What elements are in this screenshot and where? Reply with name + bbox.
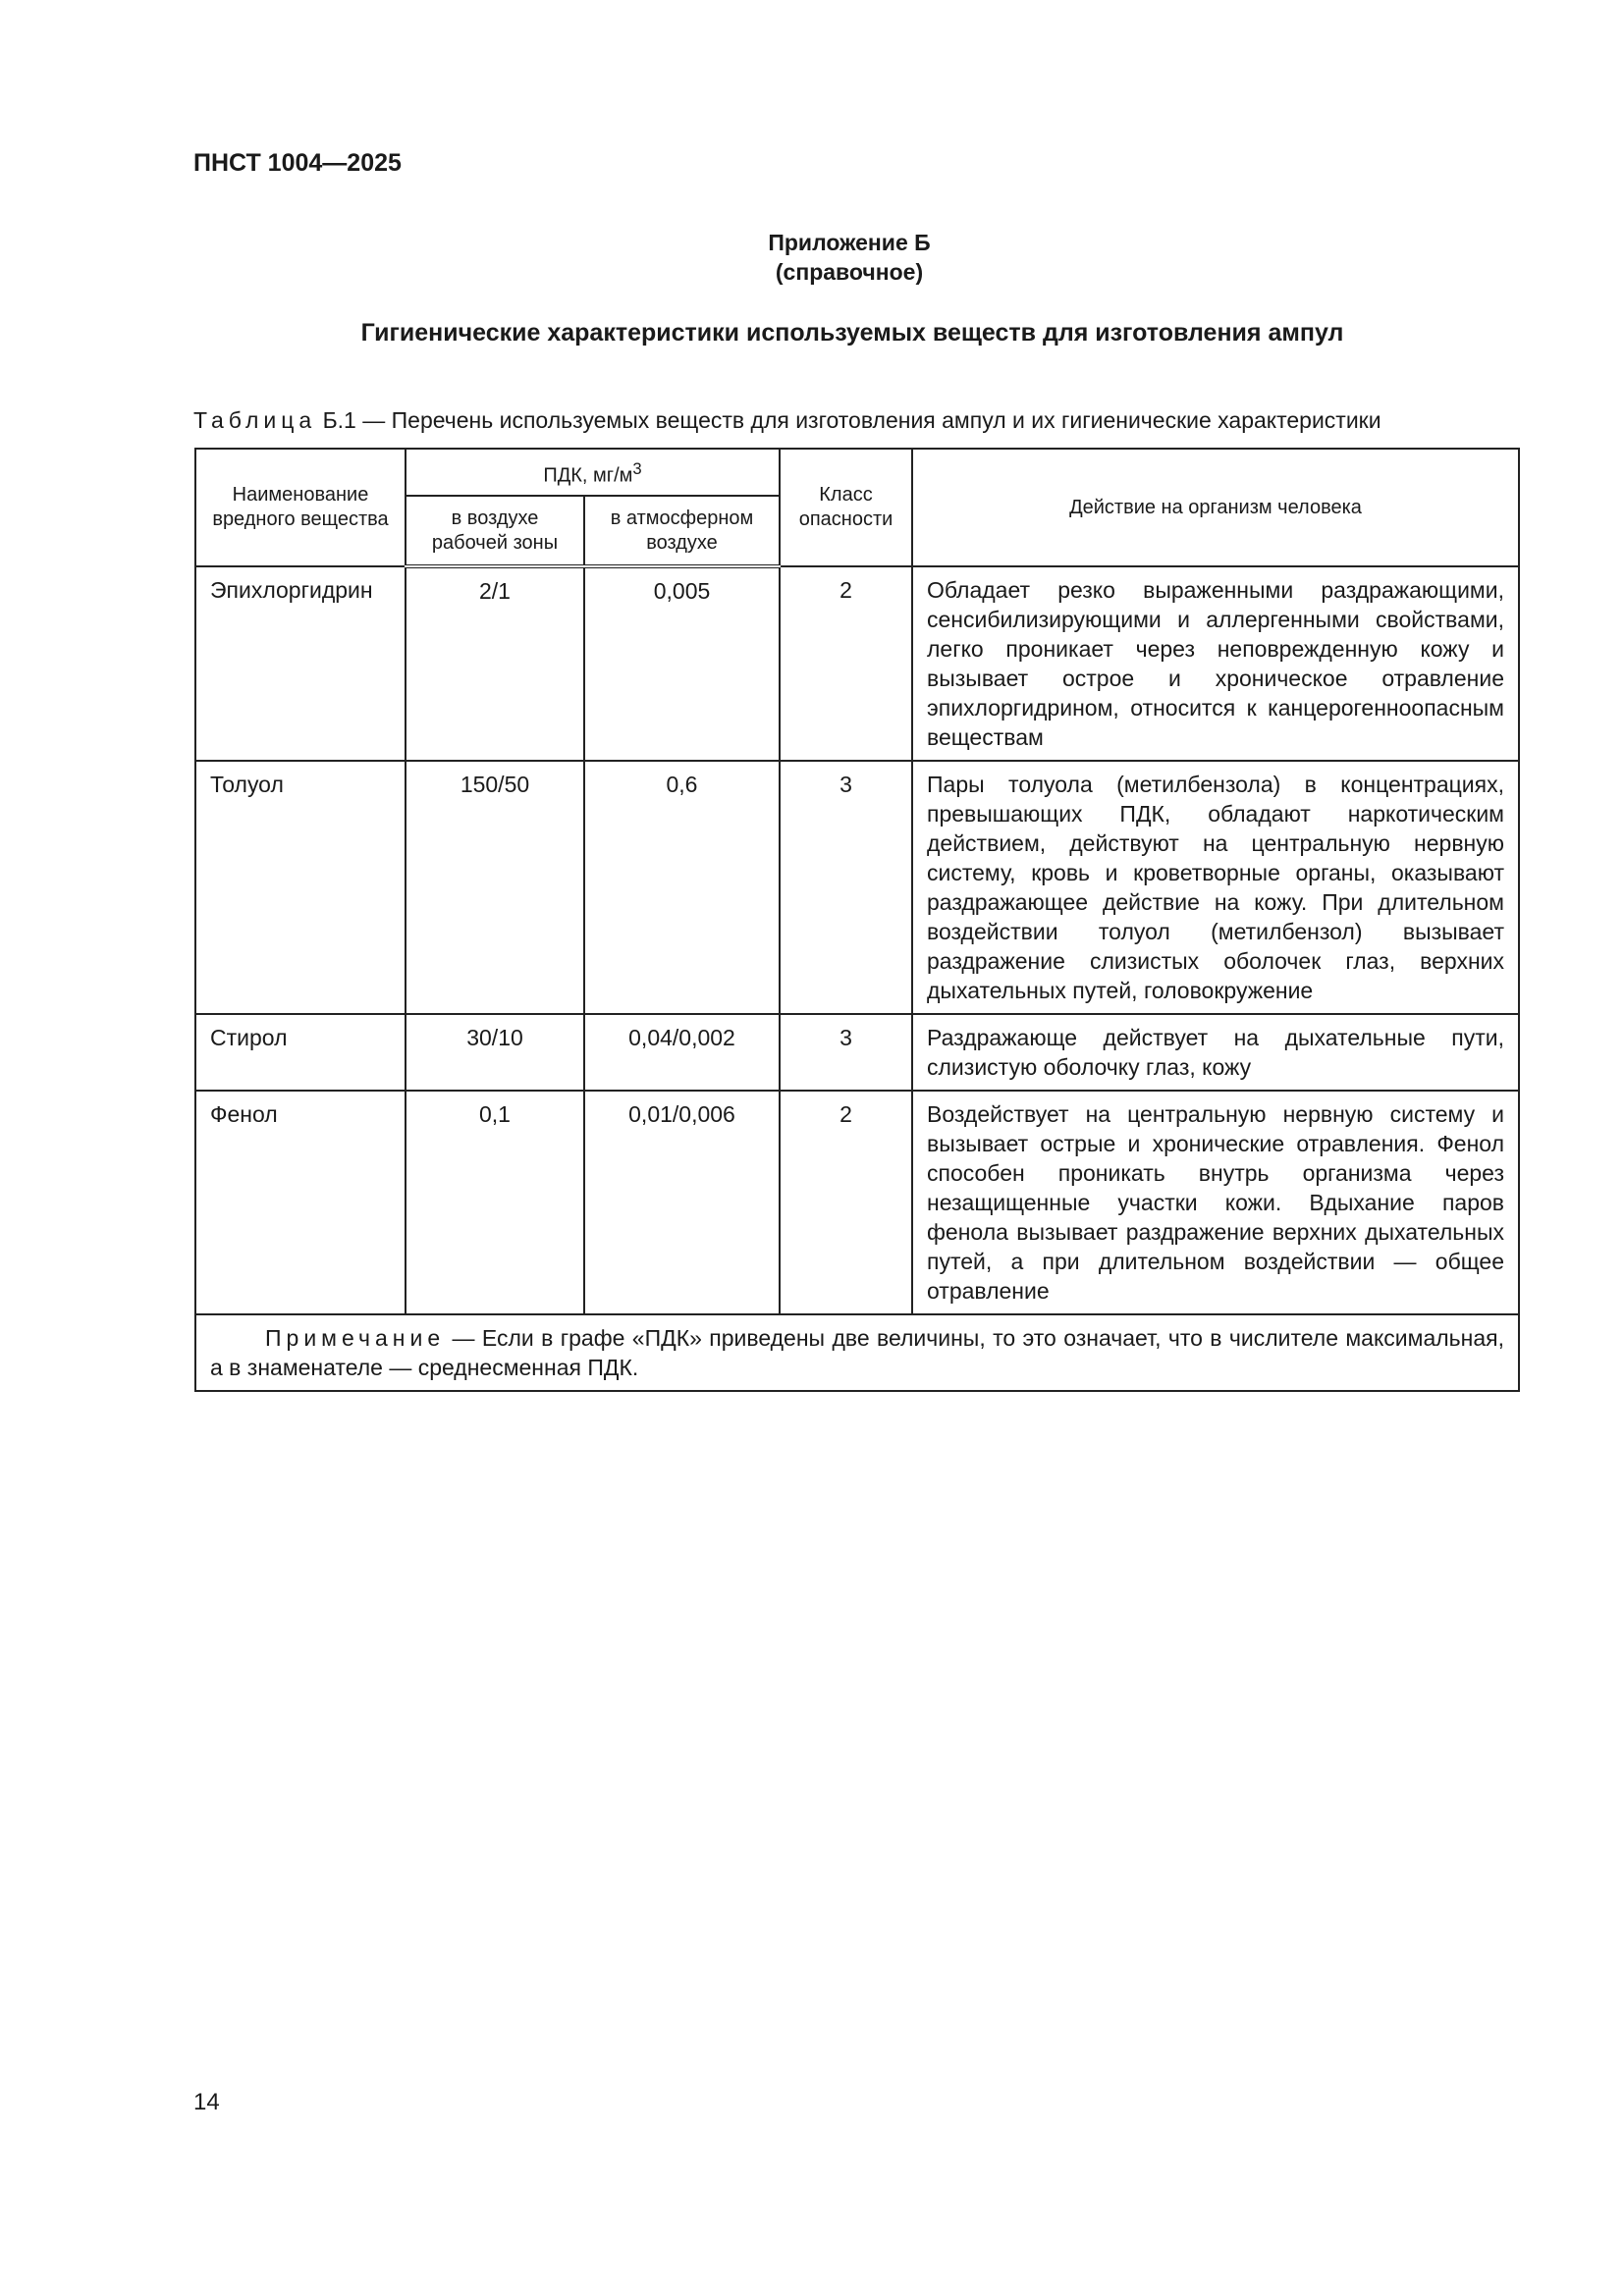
table-row: [195, 1091, 1519, 1314]
page-number: 14: [193, 2089, 220, 2115]
cell-atmosphere: 0,04/0,002: [584, 1014, 780, 1091]
cell-atmosphere: 0,005: [584, 566, 780, 761]
header-substance-name: Наименование вредного вещества: [195, 449, 406, 566]
note-text: — Если в графе «ПДК» приведены две величины, то это означает, что в числителе максимальная, а в знаменателе — среднесменная ПДК.: [210, 1325, 1504, 1380]
table-caption: [193, 407, 1381, 434]
header-pdk: [406, 449, 780, 496]
header-workzone: в воздухе рабочей зоны: [406, 496, 584, 566]
cell-effect: Раздражающе действует на дыхательные пути, слизистую оболочку глаз, кожу: [912, 1014, 1519, 1091]
cell-substance: Толуол: [195, 761, 406, 1014]
appendix-title: Приложение Б: [768, 230, 931, 255]
table-row: [195, 566, 1519, 761]
table-caption-prefix: Таблица: [193, 407, 317, 433]
cell-hazard: 3: [780, 761, 912, 1014]
cell-atmosphere: 0,01/0,006: [584, 1091, 780, 1314]
document-id: ПНСТ 1004—2025: [193, 149, 402, 177]
cell-workzone: 150/50: [406, 761, 584, 1014]
header-effect: Действие на организм человека: [912, 449, 1519, 566]
cell-workzone: 0,1: [406, 1091, 584, 1314]
table-row: [195, 761, 1519, 1014]
cell-effect: Пары толуола (метилбензола) в концентрациях, превышающих ПДК, обладают наркотическим действием, действуют на центральную нервную систему, кровь и кроветворные органы, оказывают раздражающее действие на кожу. При длительном воздействии толуол (метилбензол) вызывает раздражение слизистых оболочек глаз, верхних дыхательных путей, головокружение: [912, 761, 1519, 1014]
cell-hazard: 3: [780, 1014, 912, 1091]
header-pdk-label: ПДК, мг/м: [543, 464, 633, 487]
appendix-block: [0, 228, 1624, 287]
cell-workzone: 30/10: [406, 1014, 584, 1091]
table-note-row: [195, 1314, 1519, 1391]
header-hazard-class: Класс опасности: [780, 449, 912, 566]
cell-atmosphere: 0,6: [584, 761, 780, 1014]
cell-hazard: 2: [780, 566, 912, 761]
cell-workzone: 2/1: [406, 566, 584, 761]
table-caption-text: Б.1 — Перечень используемых веществ для изготовления ампул и их гигиенические характеристики: [322, 407, 1381, 433]
appendix-subtitle: (справочное): [775, 259, 924, 285]
cell-hazard: 2: [780, 1091, 912, 1314]
cell-substance: Стирол: [195, 1014, 406, 1091]
cell-effect: Воздействует на центральную нервную систему и вызывает острые и хронические отравления. Фенол способен проникать внутрь организма через незащищенные участки кожи. Вдыхание паров фенола вызывает раздражение верхних дыхательных путей, а при длительном воздействии — общее отравление: [912, 1091, 1519, 1314]
cell-substance: Фенол: [195, 1091, 406, 1314]
cell-substance: Эпихлоргидрин: [195, 566, 406, 761]
table-note: [195, 1314, 1519, 1391]
table-row: [195, 1014, 1519, 1091]
cell-effect: Обладает резко выраженными раздражающими, сенсибилизирующими и аллергенными свойствами, легко проникает через неповрежденную кожу и вызывает острое и хроническое отравление эпихлоргидрином, относится к канцерогенноопасным веществам: [912, 566, 1519, 761]
note-prefix: Примечание: [265, 1325, 446, 1351]
section-heading: Гигиенические характеристики используемых веществ для изготовления ампул: [360, 319, 1344, 347]
header-pdk-sup: 3: [632, 458, 642, 478]
header-atmosphere: в атмосферном воздухе: [584, 496, 780, 566]
hygiene-table: [194, 448, 1520, 1392]
